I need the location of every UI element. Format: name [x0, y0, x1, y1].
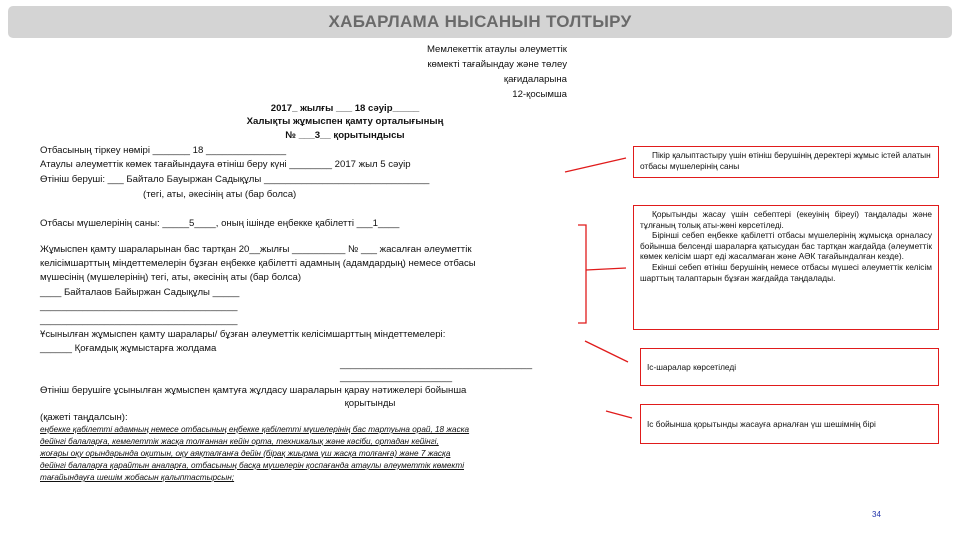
appendix-line: қағидаларына	[503, 74, 567, 85]
title-bar	[8, 6, 952, 38]
conclusion-number: № ___3__ қорытындысы	[285, 130, 405, 141]
note-text: Пікір қалыптастыру үшін өтініш берушінің деректері жұмыс істей алатын отбасы мүшелерінің саны	[640, 150, 931, 171]
blank-line: _____________________________________	[40, 301, 238, 312]
applicant-name-caption: (тегі, аты, әкесінің аты (бар болса)	[143, 189, 297, 200]
refusal-line: мүшесінің (мүшелерінің) тегі, аты, әкесінің аты (бар болса)	[40, 272, 302, 283]
appendix-line: 12-қосымша	[512, 89, 567, 100]
appendix-line: Мемлекеттік атаулы әлеуметтік	[426, 44, 567, 55]
connector-line	[565, 158, 626, 172]
note-text: Екінші себеп өтініш берушінің немесе отбасы мүшесі әлеуметтік келісім шарттың талаптарын бұзған жағдайда таңдалады.	[640, 261, 932, 283]
family-members-count: Отбасы мүшелерінің саны: _____5____, оның ішінде еңбекке қабілетті ___1____	[40, 218, 400, 229]
refusal-line: келісімшарттың міндеттемелерін бұзған еңбекке қабілетті адамның (адамдардың) немесе отбасы	[40, 258, 476, 269]
note-measures	[640, 348, 939, 386]
decision-option-line: дейінгі балаларға, кемелеттік жасқа толғаннан кейін орта, техникалық және кәсіби, ортадан кейінгі,	[40, 437, 439, 446]
decision-option-line: дейінгі балаларға қарайтын аналарға, отбасының басқа мүшелерін қоспағанда атаулы әлеуметтік көмекті	[40, 461, 465, 470]
decision-option-line: тағайындауға шешім жобасын қалыптастырсын;	[40, 473, 235, 482]
offered-measure: ______ Қоғамдық жұмыстарға жолдама	[40, 343, 217, 354]
blank-line: ____________________________________	[340, 359, 533, 370]
choose-note: (қажеті таңдалсын):	[40, 412, 128, 423]
page-title: ХАБАРЛАМА НЫСАНЫН ТОЛТЫРУ	[328, 12, 632, 31]
results-label-end: қорытынды	[344, 398, 396, 409]
note-decisions	[640, 404, 939, 444]
note-text: Іс-шаралар көрсетіледі	[647, 361, 737, 372]
application-date: Атаулы әлеуметтік көмек тағайындауға өтініш беру күні ________ 2017 жыл 5 сәуір	[40, 159, 411, 170]
blank-line: _____________________________________	[40, 315, 238, 326]
note-conclusion-reasons	[633, 205, 939, 330]
connector-line	[586, 268, 626, 270]
page-number: 34	[872, 510, 881, 519]
refusing-person-name: ____ Байталаов Байыржан Садықұлы _____	[40, 287, 240, 298]
note-text: Бірінші себеп еңбекке қабілетті отбасы мүшелерінің жұмысқа орналасу бойынша белсенді шараларға қатысудан бас тартқан жағдайда (әлеуметтік көмек келісім шарт еді жасалмаған және АӘК тағайындалған кезде).	[640, 230, 932, 262]
family-registration-number: Отбасының тіркеу нөмірі _______ 18 _______________	[40, 145, 287, 156]
note-applicant-data	[633, 146, 939, 178]
decision-option-line: еңбекке қабілетті адамның немесе отбасының еңбекке қабілетті мүшелерінің бас тартуына орай, 18 жаска	[40, 425, 470, 434]
connector-line	[606, 411, 632, 418]
conclusion-date: 2017_ жылғы ___ 18 сәуір_____	[270, 103, 420, 114]
applicant-name: Өтініш беруші: ___ Байтало Бауыржан Садықұлы _______________________________	[40, 174, 430, 185]
results-label: Өтініш берушіге ұсынылған жұмыспен қамтуға жұлдасу шараларын қарау нәтижелері бойынша	[40, 385, 467, 396]
bracket-line	[578, 225, 586, 323]
connector-line	[585, 341, 628, 362]
note-text: Іс бойынша қорытынды жасауға арналған үш шешімнің бірі	[647, 418, 876, 429]
appendix-line: көмекті тағайындау және төлеу	[427, 59, 567, 70]
refusal-line: Жұмыспен қамту шараларынан бас тартқан 20__жылғы __________ № ___ жасалған әлеуметтік	[40, 244, 472, 255]
decision-option-line: жоғары оқу орындарында оқитын, оқу аяқталғанға дейін (бірақ жиырма үш жасқа толғанға) жәнe 7 жасқа	[40, 449, 451, 458]
offered-measures-label: Ұсынылған жұмыспен қамту шаралары/ бұзған әлеуметтік келісімшарттың міндеттемелері:	[40, 329, 446, 340]
note-text: Қорытынды жасау үшін себептері (екеуінің біреуі) таңдалады және тұлғаның толық аты-жөні көрсетіледі.	[640, 209, 932, 230]
blank-line: _____________________	[340, 372, 453, 383]
center-name: Халықты жұмыспен қамту орталығының	[246, 116, 444, 127]
